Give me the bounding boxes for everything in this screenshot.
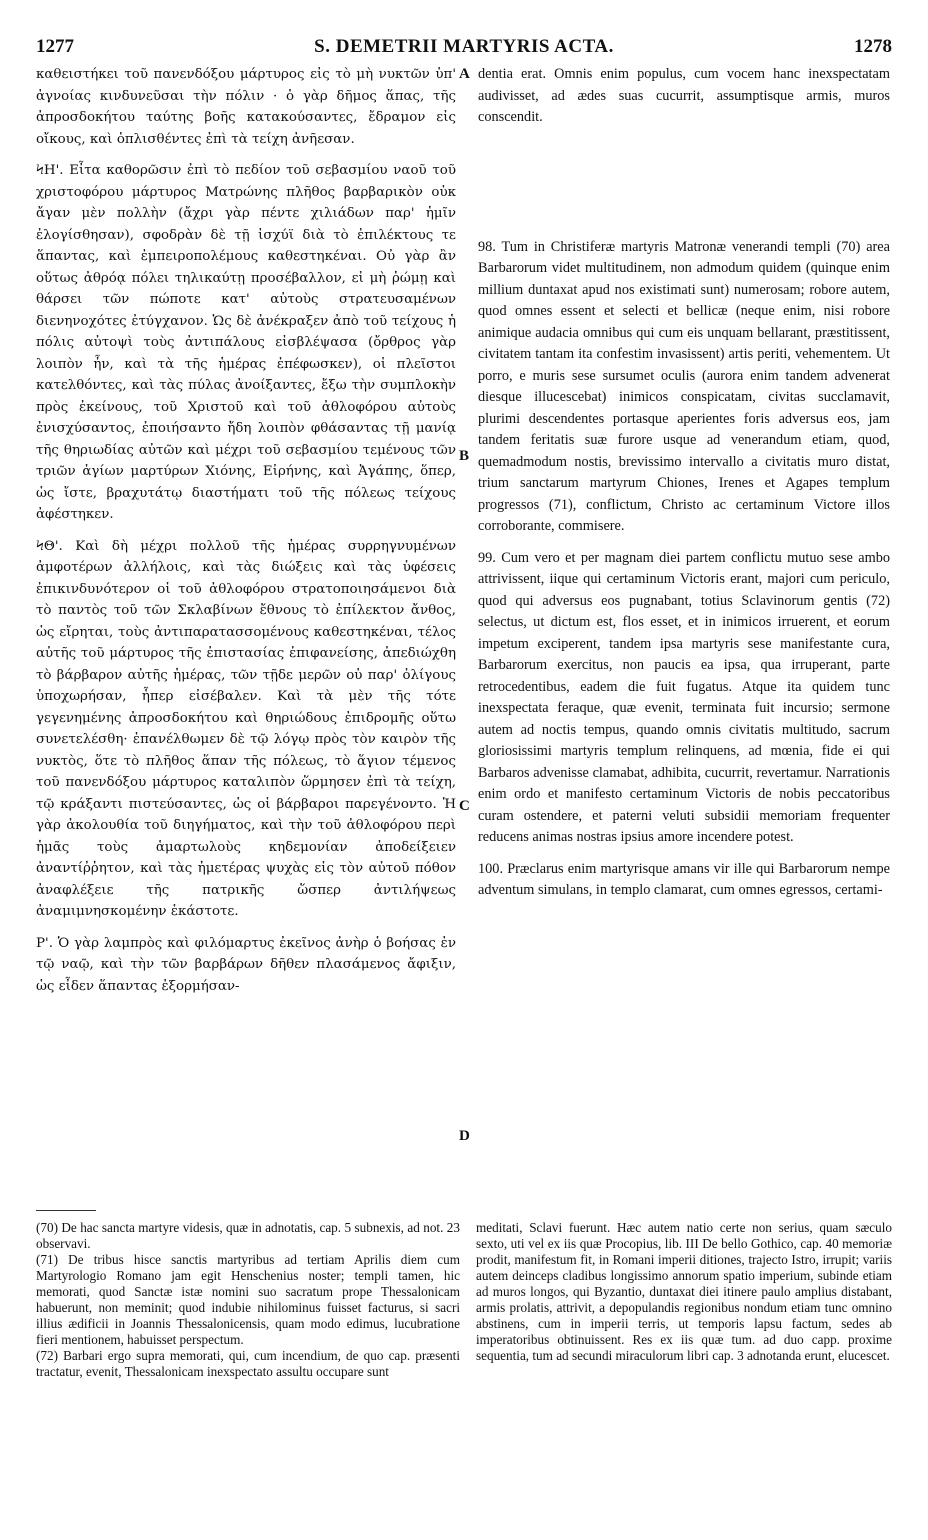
footnote-70: (70) De hac sancta martyre videsis, quæ in adnotatis, cap. 5 subnexis, ad not. 23 observavi. [36, 1220, 460, 1251]
page-number-left: 1277 [36, 36, 74, 57]
footnote-rule [36, 1210, 96, 1211]
greek-paragraph: ϞΘ'. Καὶ δὴ μέχρι πολλοῦ τῆς ἡμέρας συρρηγνυμένων ἀμφοτέρων ἀλλήλοις, καὶ τὰς διώξεις καὶ τὰς ὑφέσεις ἐπικινδυνότερον οἱ τοῦ ἀθλοφόρου στρατοποιησάμενοι διὰ τὸ παντὸς τοῦ τῶν Σκλαβίνων ἔθνους τὸ ἐπίλεκτον ἄνθος, ὡς εἴρηται, τοὺς ἀντιπαρατασσομένους καθεστηκέναι, τέλος αὐτῆς τοῦ μάρτυρος τῆς ἐπιστασίας ἐπιφανείσης, ἀπεδιώχθη τὸ βάρβαρον αὐτῆς ἡμέρας, τῶν τῇδε μερῶν οὐ παρ' ὀλίγους ὑποχωρήσαν, ἧπερ εἰσέβαλεν. Καὶ τὰ μὲν τῆς τότε γεγενημένης ἀπροσδοκήτου καὶ θηριώδους ἐπιδρομῆς οὕτω συνετελέσθη· ἐπανέλθωμεν δὲ τῷ λόγῳ πρὸς τὸν καιρὸν τῆς νυκτὸς, ὅτε τὸ πλῆθος ἅπαν τῆς πόλεως, τὸ ἅγιον τέμενος τοῦ πανενδόξου μάρτυρος καταλιπὸν ὥρμησεν ἐπὶ τὰ τείχη, τῷ κράξαντι πιστεύσαντες, ὡς οἱ βάρβαροι παρεγένοντο. Ἡ γὰρ ἀκολουθία τοῦ διηγήματος, καὶ τὴν τοῦ ἀθλοφόρου περὶ ἡμᾶς τοὺς ἁμαρτωλοὺς κηδεμονίαν ἀποδείξειεν ἀναντίῤῥητον, καὶ τὰς ἡμετέρας ψυχὰς εἰς τὸν αὐτοῦ πόθον ἀναφλέξειε τῆς πατρικῆς ὥσπερ ἀντιλήψεως ἀναμιμνησκομένην ἑκάστοτε. [36, 538, 456, 919]
margin-mark-b: B [459, 448, 470, 464]
footnotes-right [476, 1220, 892, 1364]
greek-column [36, 64, 456, 997]
footnote-72-continued: meditati, Sclavi fuerunt. Hæc autem natio certe non serius, quam sæculo sexto, uti vel ex iis quæ Procopius, lib. III De bello Gothico, cap. 40 memoriæ prodit, manifestum fit, in Romani imperii ditiones, trajecto Istro, irrupit; variis autem deinceps cladibus longissimo annorum spatio imperium, subinde etiam ad muros longos, qui Byzantio, duntaxat diei itinere paulo amplius distabant, armis prolatis, attrivit, a depopulandis regionibus nondum etiam tunc omnino abstinens, cum in imperii terris, ut temporis lapsu factum, sedes ab imperatoribus obtinuissent. Res ex iis quæ tum. ad duo capp. proxime sequentia, tum ad secundi miraculorum libri cap. 3 adnotanda erunt, elucescet. [476, 1220, 892, 1363]
greek-paragraph: ϞΗ'. Εἶτα καθορῶσιν ἐπὶ τὸ πεδίον τοῦ σεβασμίου ναοῦ τοῦ χριστοφόρου μάρτυρος Ματρώνης πλῆθος βαρβαρικὸν οὐκ ἄγαν μὲν πολλὴν (ἄχρι γὰρ πέντε χιλιάδων παρ' ἡμῖν ἐλογίσθησαν), σφοδρὰν δὲ τῇ ἰσχύϊ διὰ τὸ ἐπιλέκτους τε ἅπαντας, καὶ ἐμπειροπολέμους καθεστηκέναι. Οὐ γὰρ ἂν οὕτως ἀθρόᾳ πόλει τηλικαύτῃ προσέβαλλον, εἰ μὴ ῥώμῃ καὶ θάρσει τῶν πώποτε κατ' αὐτοὺς στρατευσαμένων διενηνοχότες ἐτύγχανον. Ὡς δὲ ἀνέκραξεν ἀπὸ τοῦ τείχους ἡ πόλις αὐτοψὶ τοὺς ἀντιπάλους εἰσβλέψασα (ὄρθρος γὰρ λοιπὸν ἦν, καὶ τὰ τῆς ἡμέρας ἐπέφωσκεν), οἱ πλεῖστοι κατελθόντες, καὶ τὰς πύλας ἀνοίξαντες, ἔξω τὴν συμπλοκὴν πρὸς ἐκείνους, τοῦ Χριστοῦ καὶ τοῦ ἀθλοφόρου αὐτοὺς ἐνισχύσαντος, ἐποιήσαντο ἤδη λοιπὸν φθάσαντας τῇ μανίᾳ τῆς θηριωδίας αὐτῶν καὶ μέχρι τοῦ σεβασμίου τεμένους τῶν τριῶν ἁγίων μαρτύρων Χιόνης, Εἰρήνης, καὶ Ἀγάπης, ὅπερ, ὡς ἴστε, βραχυτάτῳ διαστήματι τοῦ τῆς πόλεως τείχους ἀφέστηκεν. [36, 163, 456, 522]
page-header [36, 36, 892, 62]
greek-paragraph: Ρ'. Ὁ γὰρ λαμπρὸς καὶ φιλόμαρτυς ἐκεῖνος ἀνὴρ ὁ βοήσας ἐν τῷ ναῷ, καὶ τὴν τῶν βαρβάρων δῆθεν πλασάμενος ἄφιξιν, ὡς εἶδεν ἅπαντας ἐξορμήσαν- [36, 935, 456, 994]
margin-mark-c: C [459, 798, 470, 814]
latin-column [478, 64, 890, 902]
footnotes-left [36, 1220, 460, 1380]
margin-mark-d: D [459, 1128, 470, 1144]
margin-mark-a: A [459, 66, 470, 82]
footnote-71: (71) De tribus hisce sanctis martyribus ad tertiam Aprilis diem cum Martyrologio Romano jam egit Henschenius noster; templi tamen, hic memorati, quod Sanctæ istæ nomini suo sacratum prope Thessalonicam habuerunt, non meminit; quod indubie nihilominus fuisset facturus, si sacri illius ædificii in Joannis Thessalonicensis, quam modo edimus, lucubratione fieri mentionem, habuisset perspectum. [36, 1252, 460, 1347]
page-number-right: 1278 [854, 36, 892, 57]
latin-paragraph-100: 100. Præclarus enim martyrisque amans vir ille qui Barbarorum nempe adventum simulans, in templo clamarat, cum omnes egressos, certami- [478, 860, 890, 898]
footnote-72: (72) Barbari ergo supra memorati, qui, cum incendium, de quo cap. præsenti tractatur, evenit, Thessalonicam inexspectato assultu occupare sunt [36, 1348, 460, 1379]
greek-paragraph: καθειστήκει τοῦ πανενδόξου μάρτυρος εἰς τὸ μὴ νυκτῶν ὑπ' ἀγνοίας κινδυνεῦσαι τὴν πόλιν · ὁ γὰρ δῆμος ἅπας, τῆς ἀπροσδοκήτου ταύτης βοῆς κατακούσαντες, ἔδραμον εἰς οἴκους, καὶ ὁπλισθέντες ἐπὶ τὰ τείχη ἀνῆεσαν. [36, 67, 456, 147]
running-title: S. DEMETRII MARTYRIS ACTA. [314, 36, 614, 57]
latin-paragraph: dentia erat. Omnis enim populus, cum vocem hanc inexspectatam audivisset, ad ædes suas cucurrit, assumptisque armis, muros conscendit. [478, 66, 890, 125]
latin-paragraph-98: 98. Tum in Christiferæ martyris Matronæ venerandi templi (70) area Barbarorum videt multitudinem, non admodum quidem (quinque enim millium duntaxat apud nos existimati sunt) numerosam; robore autem, quod omnes essent et selecti et bellicæ (neque enim, nisi robore animique audacia omnibus qui cum eis unquam bellarant, præstitissent, civitatem tantam ita confestim invasissent) artis periti, vehementem. Ut porro, e muris sese sursumet oculis (aurora enim tandem advenerat diesque illucescebat) inimicos conspicatam, civitas succlamavit, plurimi descendentes portasque aperientes foris adversus eos, jam tandem feritatis suæ furore usque ad venerandum etiam, quod, quemadmodum nostis, brevissimo intervallo a civitatis muro distat, trium sanctarum martyrum Chiones, Irenes et Agapes templum progressos (71), conflictum, Christo ac certaminum Victore illos corroborante, commisere. [478, 238, 890, 534]
latin-paragraph-99: 99. Cum vero et per magnam diei partem conflictu mutuo sese ambo attrivissent, iique qui certaminum Victoris erant, majori cum periculo, quod qui adversus eos pugnabant, totius Sclavinorum gentis (72) selectus, ut dictum est, flos esset, et in inimicos irruerent, et eorum impetum exciperent, tandem ipsa martyris sese manifestante cura, Barbarorum exercitus, non paucis ea ipsa, qua irruperant, parte retrocedentibus, eadem die fuit fugatus. Atque ita quidem tunc inexspectata feraque, quæ evenit, terminata fuit incursio; sermone autem ad noctis tempus, quando omnis civitatis multitudo, sacrum gloriosissimi martyris templum relinquens, ad mœnia, fide ei qui Barbaros advenisse clamabat, adhibita, cucurrit, revertamur. Narrationis enim ordo et manifesto certaminum Victoris de nobis peccatoribus curam ostendere, et paterni veluti subsidii memoriam frequenter reducens animas nostras ipsius amore incendere potest. [478, 549, 890, 845]
